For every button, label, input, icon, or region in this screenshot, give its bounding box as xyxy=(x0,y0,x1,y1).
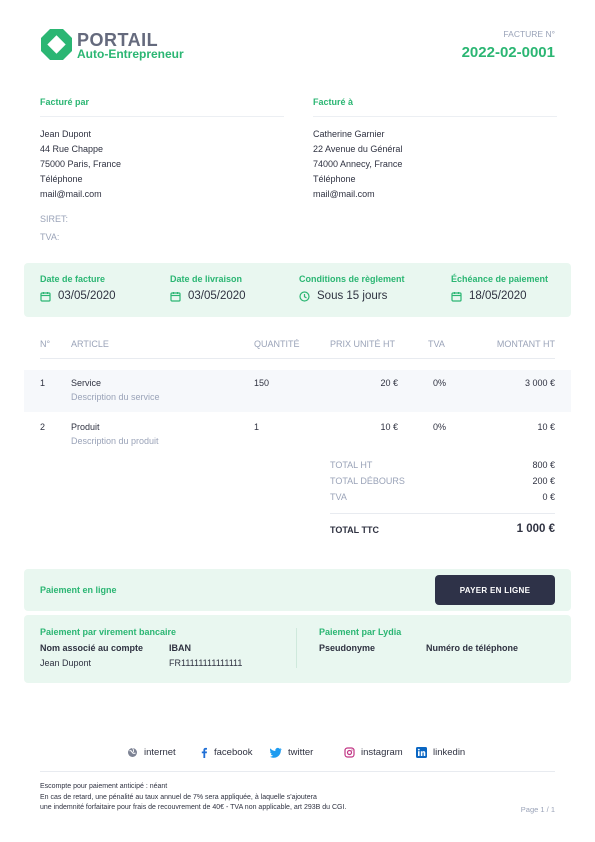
lydia-username-header: Pseudonyme xyxy=(319,643,376,653)
payment-terms-label: Conditions de règlement xyxy=(299,274,405,284)
billed-to-name: Catherine Garnier xyxy=(313,129,385,139)
total-ht-value: 800 € xyxy=(532,460,555,470)
legal-line-2: En cas de retard, une pénalité au taux annuel de 7% sera appliquée, à laquelle s'ajoutera xyxy=(40,793,317,801)
calendar-icon xyxy=(451,291,462,302)
row-2-article: Produit xyxy=(71,422,100,432)
total-debours-label: TOTAL DÉBOURS xyxy=(330,476,405,486)
grand-total-value: 1 000 € xyxy=(516,523,555,535)
total-vat-value: 0 € xyxy=(542,492,555,502)
col-header-quantity: QUANTITÉ xyxy=(254,339,300,349)
calendar-icon xyxy=(40,291,51,302)
col-header-number: N° xyxy=(40,339,51,349)
legal-notice xyxy=(40,782,346,814)
brand-tagline: Auto-Entrepreneur xyxy=(77,47,184,61)
due-date-label: Échéance de paiement xyxy=(451,274,549,284)
instagram-icon xyxy=(344,747,355,758)
row-2-description: Description du produit xyxy=(71,436,159,446)
row-2-vat: 0% xyxy=(433,422,447,432)
social-twitter-label: twitter xyxy=(288,747,314,758)
footer-divider xyxy=(40,771,555,772)
social-twitter[interactable] xyxy=(270,747,313,758)
row-2-unit-price: 10 € xyxy=(380,422,398,432)
globe-icon xyxy=(127,747,138,758)
social-facebook-label: facebook xyxy=(214,747,253,758)
invoice-number: 2022-02-0001 xyxy=(461,44,555,61)
clock-icon xyxy=(299,291,310,302)
date-delivery xyxy=(170,274,246,302)
col-header-unit-price: PRIX UNITÉ HT xyxy=(330,339,396,349)
row-1-number: 1 xyxy=(40,378,46,388)
total-vat-label: TVA xyxy=(330,492,347,502)
social-internet[interactable] xyxy=(127,747,176,758)
payment-methods-divider xyxy=(296,628,297,668)
row-1-vat: 0% xyxy=(433,378,447,388)
invoice-number-label: FACTURE N° xyxy=(503,29,555,39)
col-header-amount: MONTANT HT xyxy=(496,339,555,349)
row-2-amount: 10 € xyxy=(537,422,555,432)
tva-label: TVA: xyxy=(40,232,60,242)
bank-transfer-label: Paiement par virement bancaire xyxy=(40,627,177,637)
legal-line-3: une indemnité forfaitaire pour frais de recouvrement de 40€ - TVA non applicable, art 293B du CGI. xyxy=(40,804,347,811)
linkedin-icon xyxy=(416,747,427,758)
calendar-icon xyxy=(170,291,181,302)
billed-by-email: mail@mail.com xyxy=(40,189,102,199)
social-linkedin[interactable] xyxy=(416,747,465,758)
account-holder-value: Jean Dupont xyxy=(40,658,92,668)
lydia-label: Paiement par Lydia xyxy=(319,627,402,637)
date-invoice-label: Date de facture xyxy=(40,274,106,284)
lydia-phone-header: Numéro de téléphone xyxy=(426,643,519,653)
payment-terms xyxy=(299,274,405,302)
row-1-amount: 3 000 € xyxy=(524,378,555,388)
billed-by-block xyxy=(40,97,284,202)
billed-by-ids xyxy=(40,210,68,246)
billed-by-city: 75000 Paris, France xyxy=(40,159,122,169)
date-delivery-label: Date de livraison xyxy=(170,274,243,284)
table-row xyxy=(24,370,571,412)
facebook-icon xyxy=(200,747,208,758)
social-instagram-label: instagram xyxy=(361,747,403,758)
billed-by-street: 44 Rue Chappe xyxy=(40,144,104,154)
col-header-article: ARTICLE xyxy=(71,339,109,349)
grand-total-label: TOTAL TTC xyxy=(330,525,379,535)
billed-to-label: Facturé à xyxy=(313,97,557,117)
billed-to-block xyxy=(313,97,557,202)
legal-line-1: Escompte pour paiement anticipé : néant xyxy=(40,783,168,790)
row-2-number: 2 xyxy=(40,422,46,432)
col-header-vat: TVA xyxy=(428,339,445,349)
row-1-article: Service xyxy=(71,378,102,388)
row-1-unit-price: 20 € xyxy=(380,378,398,388)
billed-by-name: Jean Dupont xyxy=(40,129,92,139)
pay-online-button[interactable]: PAYER EN LIGNE xyxy=(435,575,555,605)
due-date-value: 18/05/2020 xyxy=(469,290,527,302)
logo-icon xyxy=(40,28,73,61)
total-debours-value: 200 € xyxy=(532,476,555,486)
social-linkedin-label: linkedin xyxy=(433,747,466,758)
row-1-quantity: 150 xyxy=(254,378,270,388)
page-number: Page 1 / 1 xyxy=(520,805,555,814)
siret-label: SIRET: xyxy=(40,214,69,224)
billed-to-phone: Téléphone xyxy=(313,174,356,184)
due-date xyxy=(451,274,548,302)
social-facebook[interactable] xyxy=(200,747,253,758)
online-payment-label: Paiement en ligne xyxy=(40,585,117,595)
totals-divider xyxy=(330,513,555,514)
date-delivery-value: 03/05/2020 xyxy=(188,290,246,302)
total-ht-label: TOTAL HT xyxy=(330,460,373,470)
billed-by-phone: Téléphone xyxy=(40,174,83,184)
billed-by-label: Facturé par xyxy=(40,97,284,117)
billed-to-city: 74000 Annecy, France xyxy=(313,159,403,169)
twitter-icon xyxy=(270,747,282,758)
billed-to-email: mail@mail.com xyxy=(313,189,375,199)
account-holder-header: Nom associé au compte xyxy=(40,643,144,653)
row-1-description: Description du service xyxy=(71,392,160,402)
table-header-divider xyxy=(40,358,555,359)
social-instagram[interactable] xyxy=(344,747,403,758)
iban-header: IBAN xyxy=(169,643,191,653)
date-invoice xyxy=(40,274,116,302)
social-internet-label: internet xyxy=(144,747,176,758)
brand-name: PORTAIL xyxy=(77,30,159,50)
row-2-quantity: 1 xyxy=(254,422,260,432)
iban-value: FR11111111111111 xyxy=(169,658,243,668)
billed-to-street: 22 Avenue du Général xyxy=(313,144,403,154)
payment-terms-value: Sous 15 jours xyxy=(317,290,388,302)
date-invoice-value: 03/05/2020 xyxy=(58,290,116,302)
